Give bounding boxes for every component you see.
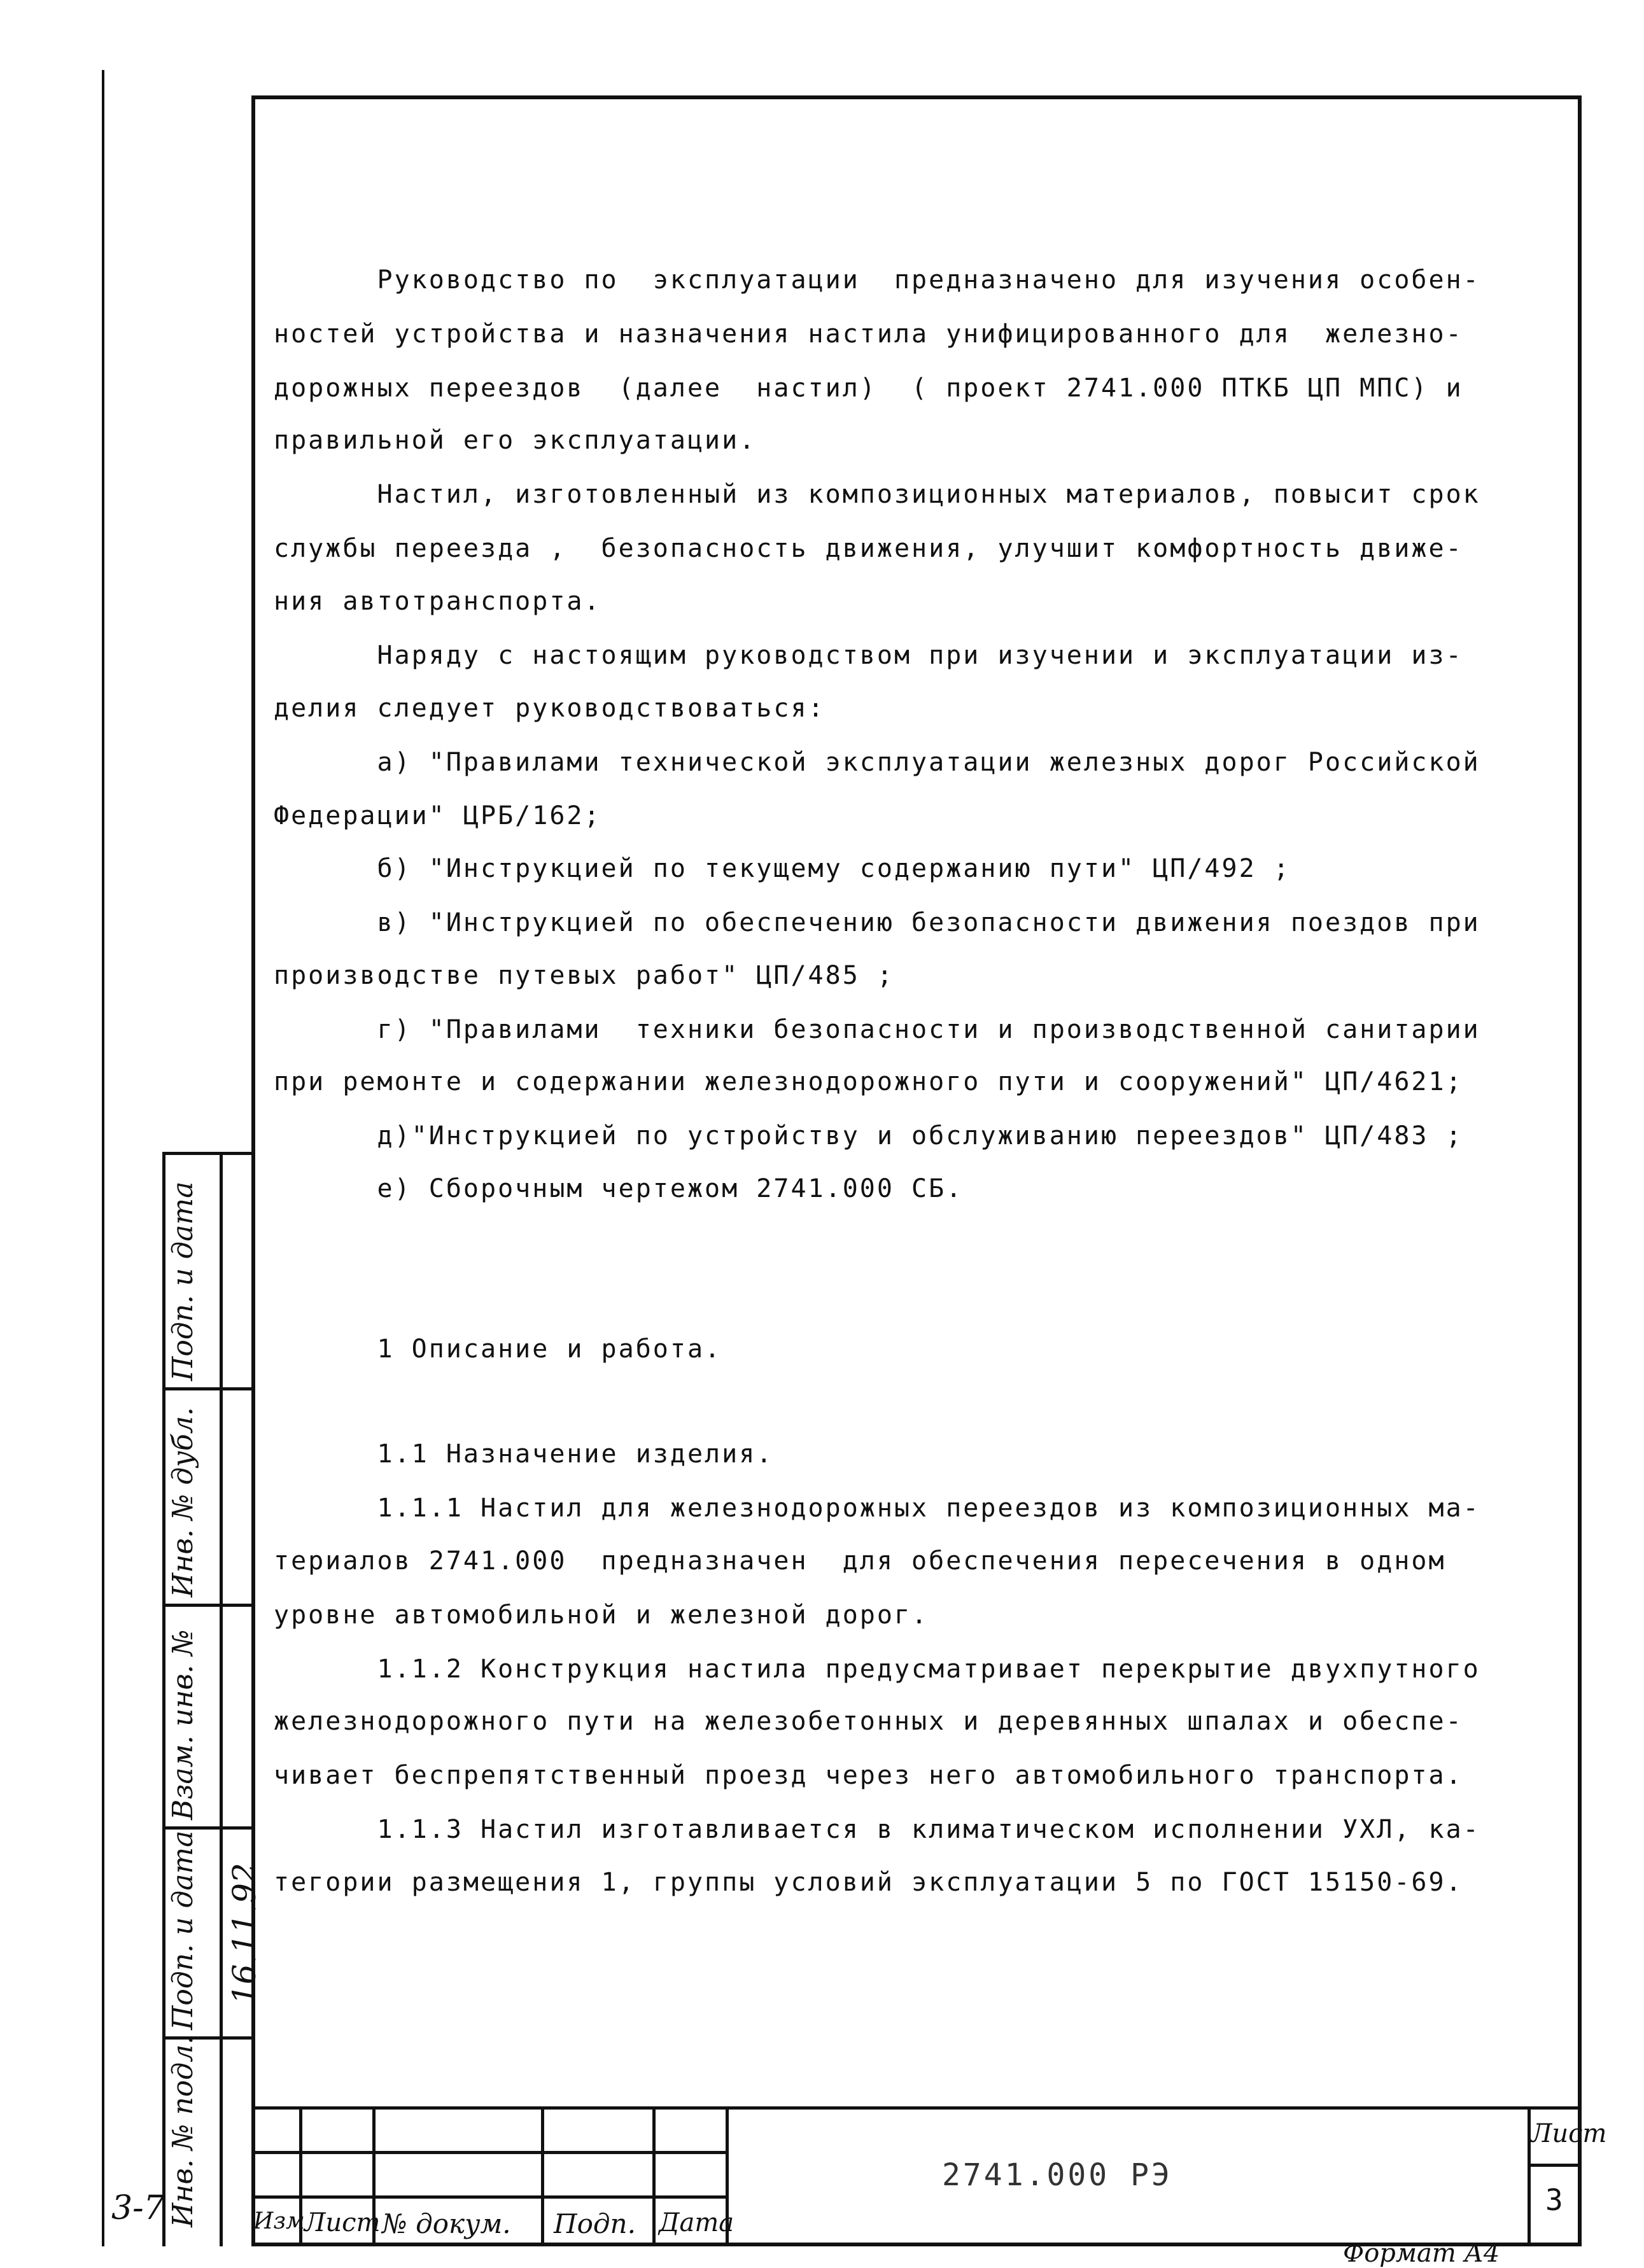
text-line: а) "Правилами технической эксплуатации железных дорог Российской <box>274 748 1480 777</box>
text-line: ностей устройства и назначения настила унифицированного для железно- <box>274 319 1463 349</box>
side-stamp-line <box>162 1604 251 1607</box>
format-label: Формат А4 <box>1343 2239 1500 2268</box>
text-line: правильной его эксплуатации. <box>274 426 757 455</box>
page-frame <box>251 95 1582 2246</box>
left-binding-rule <box>102 70 104 2246</box>
page-number-mark: 3-7 <box>111 2189 165 2227</box>
side-stamp-line <box>162 1826 251 1830</box>
text-line: 1.1.1 Настил для железнодорожных переездов из композиционных ма- <box>274 1494 1480 1523</box>
text-line: тегории размещения 1, группы условий эксплуатации 5 по ГОСТ 15150-69. <box>274 1868 1463 1897</box>
text-line: 1.1.2 Конструкция настила предусматривает перекрытие двухпутного <box>274 1655 1480 1684</box>
text-line: г) "Правилами техники безопасности и производственной санитарии <box>274 1015 1480 1044</box>
side-stamp-label: Взам. инв. № <box>167 1629 199 1820</box>
column-label-sheet: Лист <box>304 2208 381 2237</box>
side-stamp-label: Инв. № дубл. <box>167 1407 199 1597</box>
side-stamp-line <box>162 1152 251 1155</box>
sheet-number: 3 <box>1545 2183 1563 2217</box>
side-stamp-divider <box>220 1152 223 2246</box>
sheet-label: Лист <box>1531 2119 1607 2148</box>
title-block-sheet-line <box>1531 2164 1582 2167</box>
text-line: териалов 2741.000 предназначен для обеспечения пересечения в одном <box>274 1546 1446 1576</box>
text-line: службы переезда , безопасность движения, улучшит комфортность движе- <box>274 534 1463 563</box>
title-block-col-line <box>652 2106 656 2246</box>
text-line: чивает беспрепятственный проезд через него автомобильного транспорта. <box>274 1761 1463 1790</box>
text-line: Руководство по эксплуатации предназначено для изучения особен- <box>274 265 1480 295</box>
document-code: 2741.000 РЭ <box>942 2157 1172 2193</box>
column-label-signature: Подп. <box>554 2208 636 2239</box>
text-line: 1.1.3 Настил изготавливается в климатическом исполнении УХЛ, ка- <box>274 1815 1480 1844</box>
text-line: б) "Инструкцией по текущему содержанию пути" ЦП/492 ; <box>274 854 1291 883</box>
text-line: е) Сборочным чертежом 2741.000 СБ. <box>274 1174 964 1203</box>
text-line: в) "Инструкцией по обеспечению безопасности движения поездов при <box>274 908 1480 937</box>
title-block-row-line <box>251 2151 729 2154</box>
title-block-row-line <box>251 2195 729 2199</box>
text-line: железнодорожного пути на железобетонных и деревянных шпалах и обеспе- <box>274 1707 1463 1736</box>
side-stamp-label: Инв. № подл. <box>167 2035 199 2227</box>
text-line: производстве путевых работ" ЦП/485 ; <box>274 961 894 990</box>
text-line: дорожных переездов (далее настил) ( проект 2741.000 ПТКБ ЦП МПС) и <box>274 374 1463 403</box>
side-stamp-label: Подп. и дата <box>167 1830 199 2030</box>
section-heading: 1 Описание и работа. <box>274 1334 722 1364</box>
title-block-top-line <box>251 2106 1582 2110</box>
column-label-date: Дата <box>659 2208 734 2237</box>
column-label-document-number: № докум. <box>382 2208 511 2239</box>
side-stamp-label: Подп. и дата <box>167 1181 199 1381</box>
text-line: при ремонте и содержании железнодорожного пути и сооружений" ЦП/4621; <box>274 1067 1463 1096</box>
text-line: Настил, изготовленный из композиционных материалов, повысит срок <box>274 480 1480 509</box>
text-line: д)"Инструкцией по устройству и обслуживанию переездов" ЦП/483 ; <box>274 1121 1463 1151</box>
text-line: делия следует руководствоваться: <box>274 694 826 723</box>
text-line: Федерации" ЦРБ/162; <box>274 801 601 830</box>
column-label-change: Изм <box>253 2208 305 2234</box>
text-line: ния автотранспорта. <box>274 587 601 616</box>
side-stamp-border <box>162 1152 165 2246</box>
signature-date: 16.11.92 <box>226 1863 263 2005</box>
text-line: уровне автомобильной и железной дорог. <box>274 1600 929 1630</box>
title-block-col-line <box>541 2106 544 2246</box>
text-line: Наряду с настоящим руководством при изучении и эксплуатации из- <box>274 641 1463 670</box>
subsection-heading: 1.1 Назначение изделия. <box>274 1439 774 1469</box>
side-stamp-line <box>162 1387 251 1390</box>
